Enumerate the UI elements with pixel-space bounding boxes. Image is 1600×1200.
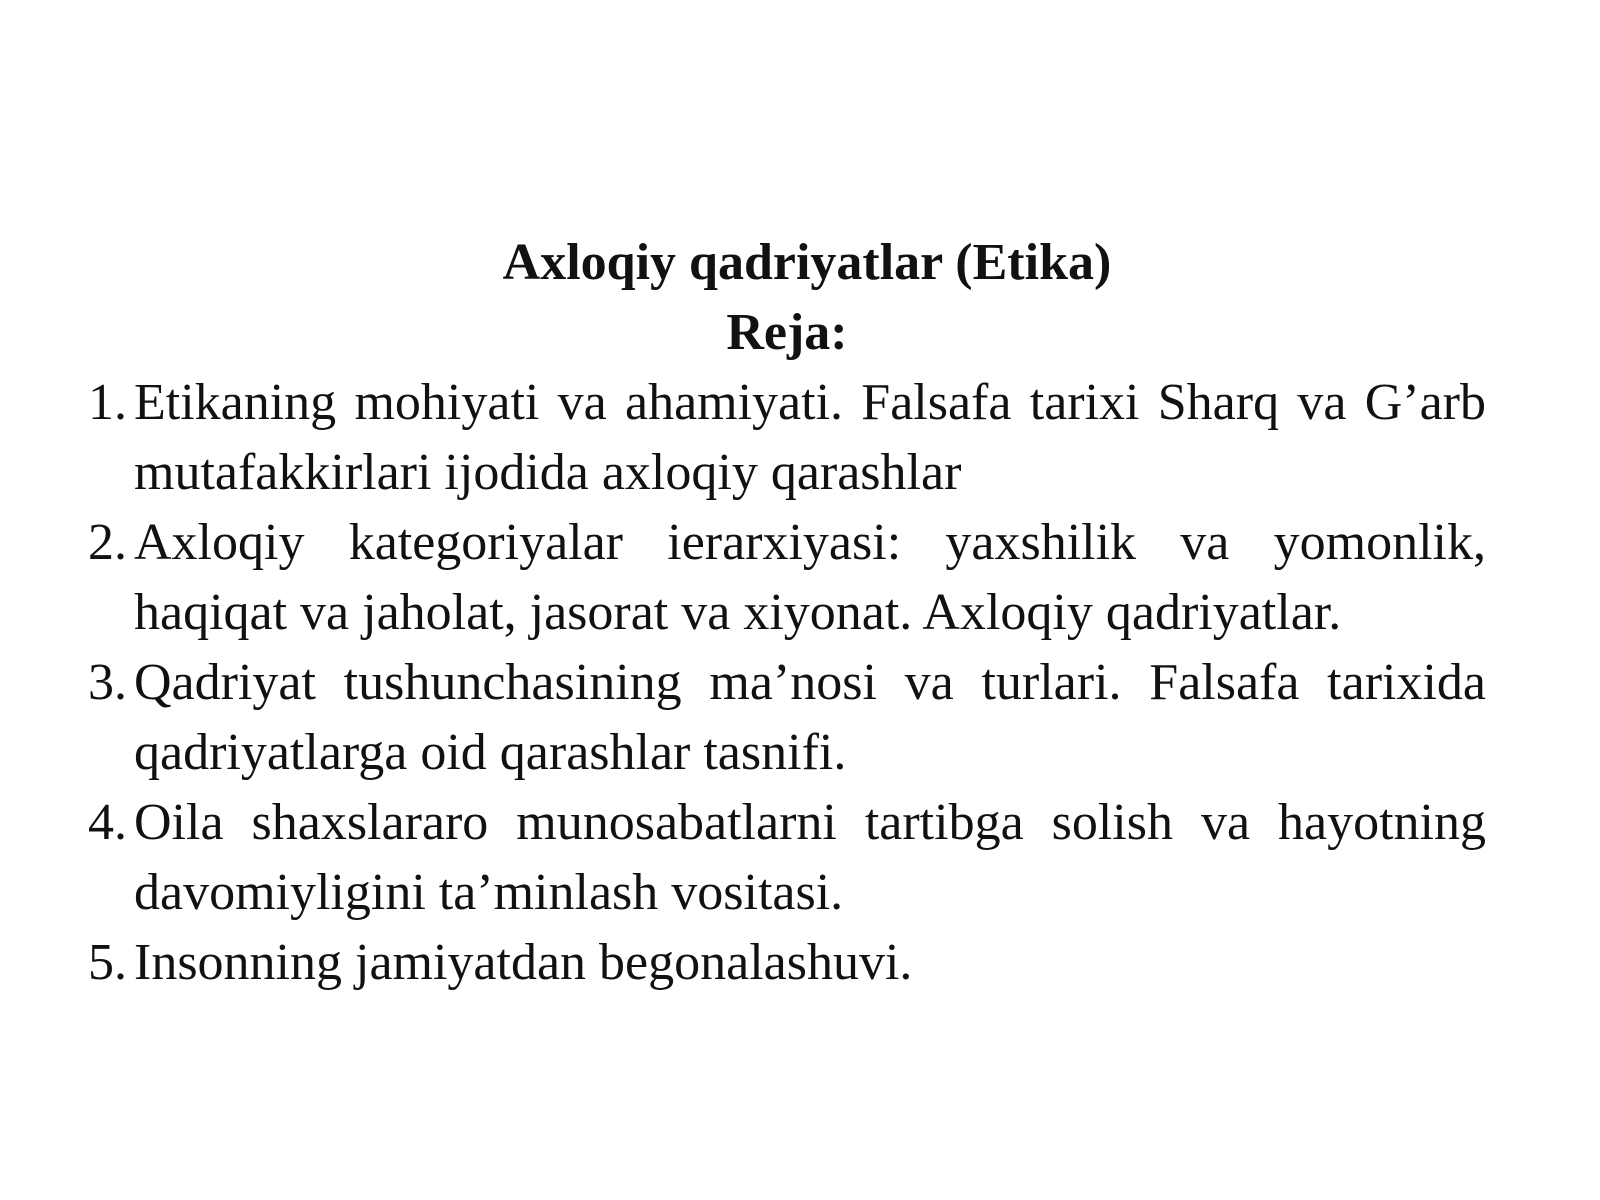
plan-item-text: Oila shaxslararo munosabatlarni tartibga solish va hayotning davomiyligini ta’minlash vositasi. [134, 794, 1486, 921]
plan-item-text: Qadriyat tushunchasining ma’nosi va turlari. Falsafa tarixida qadriyatlarga oid qarashlar tasnifi. [134, 654, 1486, 781]
plan-item-text: Etikaning mohiyati va ahamiyati. Falsafa tarixi Sharq va G’arb mutafakkirlari ijodida axloqiy qarashlar [134, 374, 1486, 501]
plan-item-4 [88, 788, 1486, 928]
plan-item-number: 3. [88, 654, 127, 711]
plan-heading: Reja: [726, 304, 848, 361]
plan-item-number: 1. [88, 374, 127, 431]
plan-item-text: Axloqiy kategoriyalar ierarxiyasi: yaxshilik va yomonlik, haqiqat va jaholat, jasorat va xiyonat. Axloqiy qadriyatlar. [134, 514, 1486, 641]
plan-item-number: 2. [88, 514, 127, 571]
plan-item-3 [88, 648, 1486, 788]
plan-item-number: 4. [88, 794, 127, 851]
plan-list [88, 368, 1486, 998]
plan-item-5 [88, 928, 1486, 998]
plan-item-number: 5. [88, 934, 127, 991]
plan-item-2 [88, 508, 1486, 648]
slide-content [88, 228, 1486, 998]
slide-title: Axloqiy qadriyatlar (Etika) [502, 234, 1112, 291]
plan-item-text: Insonning jamiyatdan begonalashuvi. [134, 934, 913, 991]
plan-item-1 [88, 368, 1486, 508]
